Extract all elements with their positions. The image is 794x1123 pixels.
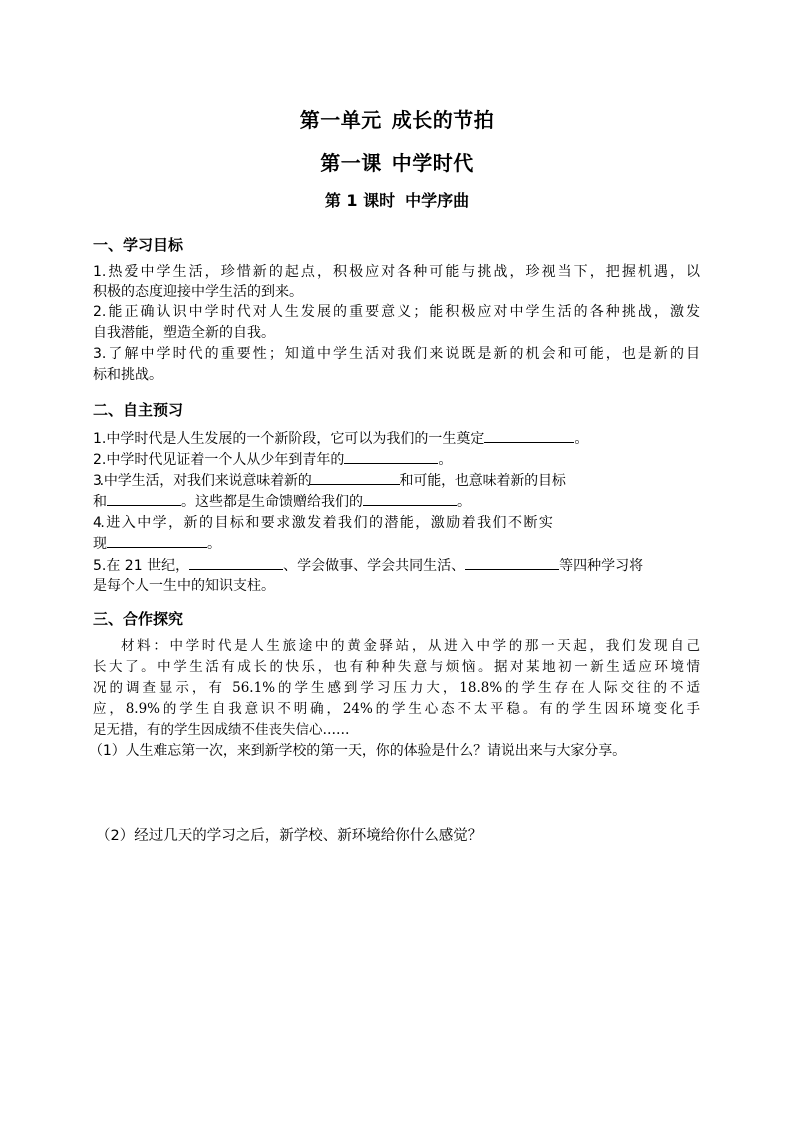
objective-line: 标和挑战。 [93,367,163,383]
unit-number: 第一单元 [299,108,382,132]
period-number: 第 1 课时 [324,191,396,210]
objective-line: 2.能正确认识中学时代对人生发展的重要意义；能积极应对中学生活的各种挑战，激发 [93,304,700,320]
fill-blank[interactable] [344,449,438,464]
section-heading-preview: 二、自主预习 [93,401,184,419]
unit-title [0,104,794,133]
objective-line: 3.了解中学时代的重要性；知道中学生活对我们来说既是新的机会和可能，也是新的目 [93,346,700,362]
material-line: 长大了。中学生活有成长的快乐，也有种种失意与烦恼。据对某地初一新生适应环境情 [93,659,700,675]
material-line: 足无措，有的学生因成绩不佳丧失信心…… [93,722,350,738]
preview-item-2: 2.中学时代见证着一个人从少年到青年的 。 [93,449,452,470]
preview-item-3: 3. 中 学 生 活 ， 对 我 们 来 说 意 味 着 新 的 和 可 能 ， 也 意 味 着 新 的 目 标 [93,470,564,491]
unit-name: 成长的节拍 [391,108,495,132]
material-line: 应，8.9%的学生自我意识不明确，24%的学生心态不太平稳。有的学生因环境变化手 [93,701,700,717]
lesson-number: 第一课 [320,151,382,175]
material-line: 况的调查显示，有 56.1%的学生感到学习压力大，18.8%的学生存在人际交往的不适 [93,680,700,696]
fill-blank[interactable] [310,470,400,485]
fill-blank[interactable] [189,555,283,570]
fill-blank[interactable] [465,555,559,570]
question-2: （2）经过几天的学习之后，新学校、新环境给你什么感觉？ [96,828,483,844]
objective-line: 1.热爱中学生活，珍惜新的起点，积极应对各种可能与挑战，珍视当下，把握机遇，以 [93,264,700,280]
fill-blank[interactable] [363,491,457,506]
fill-blank[interactable] [484,428,574,443]
lesson-name: 中学时代 [391,151,474,175]
preview-item-5: 5.在 21 世纪， 、学会做事、学会共同生活、 等四种学习将 [93,555,643,576]
fill-blank[interactable] [107,533,207,548]
period-name: 中学序曲 [405,191,470,210]
preview-item-4: 4. 进 入 中 学 ， 新 的 目 标 和 要 求 激 发 着 我 们 的 潜 能 ， 激 励 着 我 们 不 断 实 [93,515,552,531]
period-title [0,188,794,211]
preview-item-4-cont: 现 。 [93,533,221,554]
preview-item-3-cont: 和 。这些都是生命馈赠给我们的 。 [93,491,471,512]
fill-blank[interactable] [107,491,181,506]
section-heading-inquiry: 三、合作探究 [93,610,184,628]
section-heading-objectives: 一、学习目标 [93,236,184,254]
material-line: 材料：中学时代是人生旅途中的黄金驿站，从进入中学的那一天起，我们发现自己 [121,638,700,654]
lesson-title [0,147,794,176]
question-1: （1）人生难忘第一次，来到新学校的第一天，你的体验是什么？请说出来与大家分享。 [89,743,627,759]
preview-item-5-cont: 是每个人一生中的知识支柱。 [93,578,275,594]
objective-line: 自我潜能，塑造全新的自我。 [93,325,275,341]
objective-line: 积极的态度迎接中学生活的到来。 [93,284,303,300]
preview-item-1: 1.中学时代是人生发展的一个新阶段，它可以为我们的一生奠定 。 [93,428,588,449]
